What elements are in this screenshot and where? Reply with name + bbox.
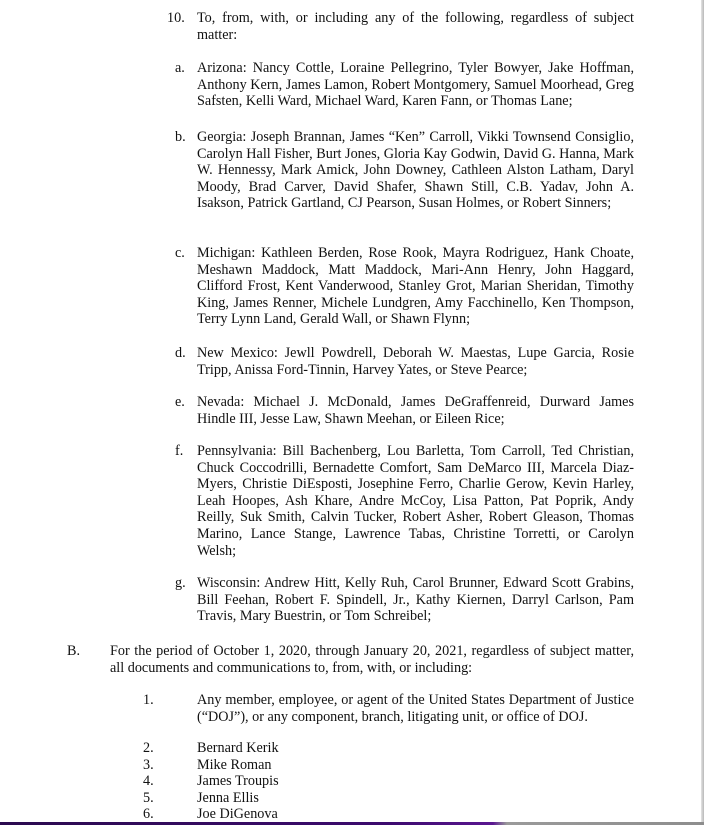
subitem-text: Arizona: Nancy Cottle, Loraine Pellegrino, Tyler Bowyer, Jake Hoffman, Anthony Kern, James Lamon, Robert Montgomery, Samuel Moorhead, Greg Safsten, Kelli Ward, Michael Ward, Karen Fann, or Thomas Lane;: [197, 60, 634, 110]
item-number: 10.: [167, 10, 185, 26]
section-letter: B.: [67, 643, 81, 659]
subitem-letter: a.: [175, 60, 185, 76]
subitem-letter: g.: [175, 575, 186, 591]
section-text: For the period of October 1, 2020, through January 20, 2021, regardless of subject matter, all documents and communications to, from, with, or including:: [110, 643, 634, 676]
subitem-letter: e.: [175, 394, 185, 410]
item-text: To, from, with, or including any of the following, regardless of subject matter:: [197, 10, 634, 43]
subitem-text: Pennsylvania: Bill Bachenberg, Lou Barletta, Tom Carroll, Ted Christian, Chuck Coccodrilli, Bernadette Comfort, Sam DeMarco III, Marcela Diaz-Myers, Christie DiEsposti, Josephine Ferro, Charlie Gerow, Kevin Harley, Leah Hoopes, Ash Khare, Andre McCoy, Lisa Patton, Pat Poprik, Andy Reilly, Suk Smith, Calvin Tucker, Robert Asher, Robert Gleason, Thomas Marino, Lance Stange, Lawrence Tabas, Christine Torretti, or Carolyn Welsh;: [197, 443, 634, 559]
subitem-text: Georgia: Joseph Brannan, James “Ken” Carroll, Vikki Townsend Consiglio, Carolyn Hall Fisher, Burt Jones, Gloria Kay Godwin, David G. Hanna, Mark W. Hennessy, Mark Amick, John Downey, Cathleen Alston Latham, Daryl Moody, Brad Carver, David Shafer, Shawn Still, C.B. Yadav, John A. Isakson, Patrick Gartland, CJ Pearson, Susan Holmes, or Robert Sinners;: [197, 129, 634, 212]
list-item-number: 2.: [143, 740, 154, 756]
subitem-text: Wisconsin: Andrew Hitt, Kelly Ruh, Carol Brunner, Edward Scott Grabins, Bill Feehan, Robert F. Spindell, Jr., Kathy Kiernen, Darryl Carlson, Pam Travis, Mary Buestrin, or Tom Schreibel;: [197, 575, 634, 625]
list-item-text: Bernard Kerik: [197, 740, 279, 756]
list-item-text: Mike Roman: [197, 756, 272, 773]
list-item-number: 6.: [143, 806, 154, 822]
list-item-text: James Troupis: [197, 773, 279, 789]
subitem-text: New Mexico: Jewll Powdrell, Deborah W. Maestas, Lupe Garcia, Rosie Tripp, Anissa Ford-Tinnin, Harvey Yates, or Steve Pearce;: [197, 345, 634, 378]
subitem-text: Nevada: Michael J. McDonald, James DeGraffenreid, Durward James Hindle III, Jesse Law, Shawn Meehan, or Eileen Rice;: [197, 394, 634, 427]
subitem-letter: b.: [175, 129, 186, 145]
list-item-number: 5.: [143, 789, 154, 806]
subitem-letter: c.: [175, 245, 185, 261]
list-item-text: Joe DiGenova: [197, 806, 278, 822]
list-item-number: 1.: [143, 692, 154, 708]
subitem-letter: d.: [175, 345, 186, 361]
list-item-text: Jenna Ellis: [197, 789, 259, 806]
list-item-number: 3.: [143, 756, 154, 773]
subitem-letter: f.: [175, 443, 184, 459]
list-item-number: 4.: [143, 773, 154, 789]
subitem-text: Michigan: Kathleen Berden, Rose Rook, Mayra Rodriguez, Hank Choate, Meshawn Maddock, Matt Maddock, Mari-Ann Henry, John Haggard, Clifford Frost, Kent Vanderwood, Stanley Grot, Marian Sheridan, Timothy King, James Renner, Michele Lundgren, Amy Facchinello, Ken Thompson, Terry Lynn Land, Gerald Wall, or Shawn Flynn;: [197, 245, 634, 328]
list-item-text: Any member, employee, or agent of the United States Department of Justice (“DOJ”), or any component, branch, litigating unit, or office of DOJ.: [197, 692, 634, 725]
